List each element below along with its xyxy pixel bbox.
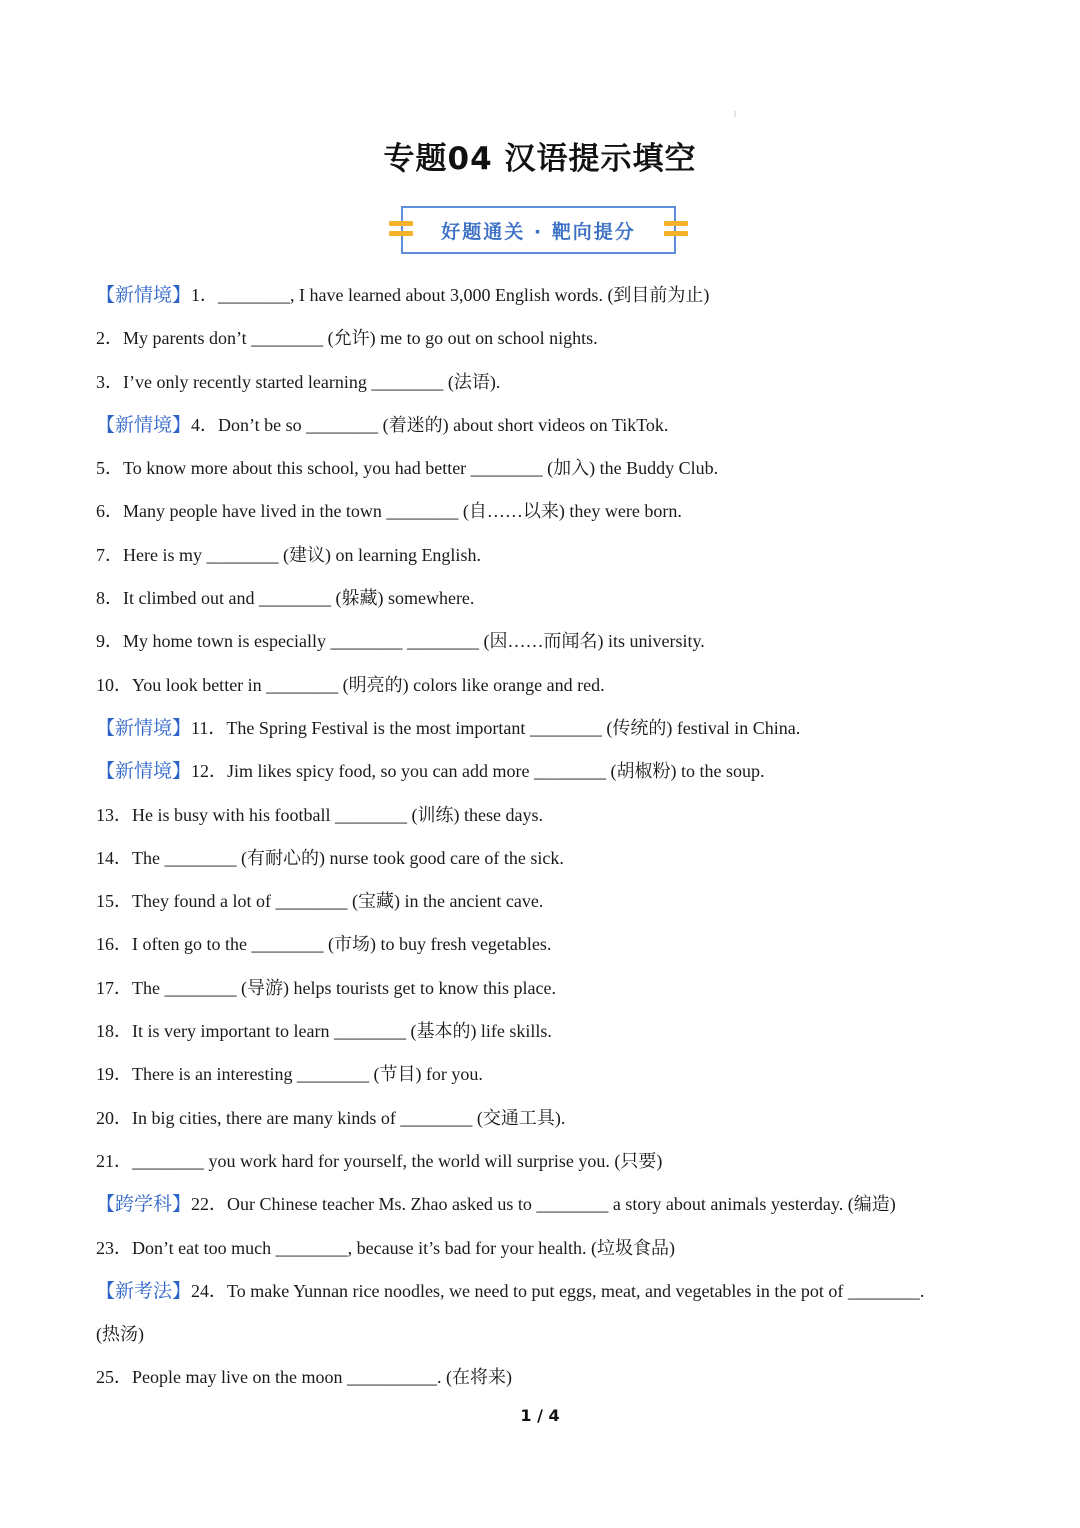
question-item (98, 1016, 998, 1059)
question-item (98, 886, 998, 929)
question-item (98, 1276, 998, 1319)
question-text: 9．My home town is especially ________ ________ (因……而闻名) its university. (96, 631, 705, 652)
question-tag: 【新情境】 (96, 760, 192, 783)
question-item (98, 453, 998, 496)
question-item (98, 929, 998, 972)
question-text: 23．Don’t eat too much ________, because it’s bad for your health. (垃圾食品) (96, 1237, 676, 1258)
question-text: 16．I often go to the ________ (市场) to buy fresh vegetables. (96, 934, 552, 955)
question-item (98, 583, 998, 626)
question-text: 8．It climbed out and ________ (躲藏) somewhere. (96, 588, 475, 609)
question-item (98, 367, 998, 410)
question-item (98, 1233, 998, 1276)
question-item (98, 1319, 998, 1362)
question-item (98, 713, 998, 756)
question-item (98, 670, 998, 713)
corner-mark: l (734, 110, 737, 119)
question-item (98, 323, 998, 366)
banner-left-decoration (389, 221, 413, 239)
question-text: 24．To make Yunnan rice noodles, we need to put eggs, meat, and vegetables in the pot of ________. (191, 1280, 925, 1301)
question-item (98, 1059, 998, 1102)
question-item (98, 973, 998, 1016)
question-item (98, 410, 998, 453)
question-list (98, 280, 998, 1406)
question-text: 7．Here is my ________ (建议) on learning English. (96, 544, 481, 565)
question-item (98, 1189, 998, 1232)
question-text: 1．________, I have learned about 3,000 English words. (到目前为止) (191, 285, 710, 305)
question-text: 12．Jim likes spicy food, so you can add more ________ (胡椒粉) to the soup. (191, 761, 765, 782)
question-text: 18．It is very important to learn ________ (基本的) life skills. (96, 1021, 552, 1042)
question-text: 17．The ________ (导游) helps tourists get to know this place. (96, 977, 556, 998)
question-tag: 【跨学科】 (96, 1193, 192, 1216)
question-text: 5．To know more about this school, you had better ________ (加入) the Buddy Club. (96, 458, 719, 479)
banner-right-decoration (664, 221, 688, 239)
question-text: 13．He is busy with his football ________ (训练) these days. (96, 804, 543, 825)
question-item (98, 756, 998, 799)
question-tag: 【新情境】 (96, 413, 192, 436)
question-text: 20．In big cities, there are many kinds of ________ (交通工具). (96, 1107, 566, 1128)
question-text: 3．I’ve only recently started learning ________ (法语). (96, 371, 501, 392)
question-text: 6．Many people have lived in the town ________ (自……以来) they were born. (96, 501, 682, 522)
question-text: 11．The Spring Festival is the most important ________ (传统的) festival in China. (191, 717, 801, 738)
page-title: 专题04 汉语提示填空 (383, 141, 697, 177)
question-item (98, 1103, 998, 1146)
question-text: (热汤) (96, 1324, 144, 1345)
question-item (98, 626, 998, 669)
question-text: 14．The ________ (有耐心的) nurse took good care of the sick. (96, 847, 564, 868)
question-item (98, 800, 998, 843)
question-text: 19．There is an interesting ________ (节目) for you. (96, 1064, 483, 1085)
question-text: 22．Our Chinese teacher Ms. Zhao asked us to ________ a story about animals yesterday. (编造) (191, 1194, 896, 1215)
question-text: 4．Don’t be so ________ (着迷的) about short videos on TikTok. (191, 414, 669, 435)
page-number: 1 / 4 (520, 1406, 560, 1425)
question-item (98, 496, 998, 539)
section-banner (401, 206, 676, 254)
question-tag: 【新情境】 (96, 716, 192, 739)
question-item (98, 843, 998, 886)
question-item (98, 540, 998, 583)
question-tag: 【新考法】 (96, 1279, 192, 1302)
question-text: 21．________ you work hard for yourself, the world will surprise you. (只要) (96, 1150, 663, 1171)
question-item (98, 280, 998, 323)
question-text: 10．You look better in ________ (明亮的) colors like orange and red. (96, 674, 605, 695)
banner-label: 好题通关 · 靶向提分 (441, 220, 636, 243)
question-item (98, 1146, 998, 1189)
question-text: 2．My parents don’t ________ (允许) me to go out on school nights. (96, 328, 598, 349)
question-item (98, 1362, 998, 1405)
question-text: 25．People may live on the moon __________. (在将来) (96, 1367, 512, 1388)
question-text: 15．They found a lot of ________ (宝藏) in the ancient cave. (96, 891, 544, 912)
question-tag: 【新情境】 (96, 284, 192, 306)
